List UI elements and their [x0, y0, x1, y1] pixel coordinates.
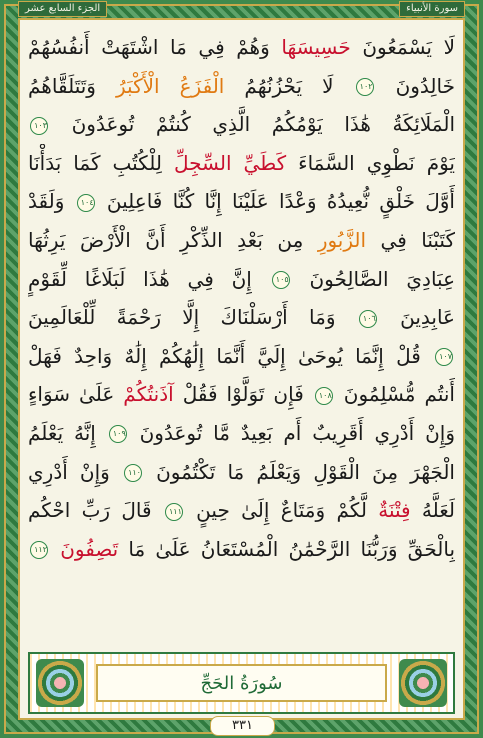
quran-text	[28, 28, 455, 648]
ayah-number-marker: ١٠٢	[356, 78, 374, 96]
text-line	[28, 491, 455, 530]
ayah-number-marker: ١٠٣	[30, 117, 48, 135]
verse-text: يَوْمَ نَطْوِي السَّمَاءَ	[286, 150, 455, 175]
text-line	[28, 337, 455, 376]
verse-text: عِبَادِيَ الصَّالِحُونَ	[291, 266, 455, 291]
verse-text: خَالِدُونَ	[375, 73, 455, 98]
surah-header-label: سورة الأنبياء	[399, 1, 465, 17]
surah-banner	[28, 652, 455, 714]
text-line	[28, 144, 455, 183]
ayah-number-marker: ١٠٤	[77, 194, 95, 212]
verse-text: قُلْ إِنَّمَا يُوحَىٰ إِلَيَّ أَنَّمَا إِلَٰهُكُمْ إِلَٰهٌ وَاحِدٌ فَهَلْ	[28, 343, 433, 368]
text-line	[28, 28, 455, 67]
verse-text: وَإِنْ أَدْرِي أَقَرِيبٌ أَم بَعِيدٌ مَّا تُوعَدُونَ	[128, 420, 455, 445]
text-line	[28, 298, 455, 337]
ayah-number-marker: ١١٢	[30, 541, 48, 559]
text-line	[28, 530, 455, 569]
verse-text: عَلَىٰ سَوَاءٍ	[28, 382, 124, 407]
verse-text	[50, 537, 60, 561]
verse-text: مِن بَعْدِ الذِّكْرِ أَنَّ الْأَرْضَ يَرِثُهَا	[28, 227, 318, 252]
verse-text: لَعَلَّهُ	[410, 498, 455, 523]
verse-text: إِنَّ فِي هَٰذَا لَبَلَاغًا لِّقَوْمٍ	[28, 266, 270, 291]
ayah-number-marker: ١٠٦	[359, 310, 377, 328]
highlighted-word: حَسِيسَهَا	[281, 35, 351, 59]
verse-text: وَمَا أَرْسَلْنَاكَ إِلَّا رَحْمَةً لِّلْعَالَمِينَ	[28, 305, 357, 330]
verse-text: فَإِن تَوَلَّوْا فَقُلْ	[173, 382, 313, 407]
highlighted-word: كَطَيِّ السِّجِلِّ	[173, 150, 287, 175]
verse-text: وَهُمْ فِي مَا اشْتَهَتْ أَنفُسُهُمْ	[28, 35, 282, 59]
ayah-number-marker: ١١٠	[124, 464, 142, 482]
ayah-number-marker: ١٠٩	[109, 425, 127, 443]
ayah-number-marker: ١٠٨	[315, 387, 333, 405]
verse-text: أَنتُم مُّسْلِمُونَ	[334, 382, 455, 407]
text-line	[28, 260, 455, 299]
highlighted-word: الزَّبُورِ	[317, 227, 367, 252]
text-line	[28, 67, 455, 106]
text-line	[28, 105, 455, 144]
text-line	[28, 182, 455, 221]
verse-text: بِالْحَقِّ وَرَبُّنَا الرَّحْمَٰنُ الْمُسْتَعَانُ عَلَىٰ مَا	[118, 536, 455, 561]
highlighted-word: فِتْنَةٌ	[378, 498, 411, 523]
text-line	[28, 375, 455, 414]
verse-text: الْجَهْرَ مِنَ الْقَوْلِ وَيَعْلَمُ مَا تَكْتُمُونَ	[143, 459, 455, 484]
verse-text: قَالَ رَبِّ احْكُم	[28, 498, 163, 523]
ayah-number-marker: ١٠٧	[435, 348, 453, 366]
verse-text: لَا يَسْمَعُونَ	[350, 35, 455, 59]
verse-text: لَا يَحْزُنُهُمُ	[224, 73, 354, 98]
verse-text: وَإِنْ أَدْرِي	[28, 459, 122, 484]
rosette-ornament-icon	[399, 659, 447, 707]
ayah-number-marker: ١١١	[165, 503, 183, 521]
verse-text: وَلَقَدْ	[28, 189, 75, 214]
text-line	[28, 453, 455, 492]
ayah-number-marker: ١٠٥	[272, 271, 290, 289]
text-line	[28, 414, 455, 453]
page-header	[0, 0, 483, 18]
verse-text: أَوَّلَ خَلْقٍ نُّعِيدُهُ وَعْدًا عَلَيْنَا إِنَّا كُنَّا فَاعِلِينَ	[96, 189, 455, 214]
surah-title: سُورَةُ الحَجِّ	[200, 672, 283, 694]
page-number: ٣٣١	[210, 716, 275, 736]
rosette-ornament-icon	[36, 659, 84, 707]
highlighted-word: آذَنتُكُمْ	[123, 382, 174, 407]
highlighted-word: تَصِفُونَ	[60, 536, 119, 561]
verse-text: إِنَّهُ يَعْلَمُ	[28, 420, 107, 445]
verse-text: كَتَبْنَا فِي	[366, 227, 455, 252]
surah-title-frame	[96, 664, 387, 702]
verse-text: لَّكُمْ وَمَتَاعٌ إِلَىٰ حِينٍ	[184, 498, 379, 523]
verse-text: الْمَلَائِكَةُ هَٰذَا يَوْمُكُمُ الَّذِي كُنتُمْ تُوعَدُونَ	[50, 112, 455, 137]
highlighted-word: الْفَزَعُ الْأَكْبَرُ	[116, 73, 225, 98]
juz-label: الجزء السابع عشر	[18, 1, 107, 17]
verse-text: عَابِدِينَ	[378, 305, 455, 330]
text-line	[28, 221, 455, 260]
verse-text: لِلْكُتُبِ كَمَا بَدَأْنَا	[28, 150, 174, 175]
verse-text: وَتَتَلَقَّاهُمُ	[28, 73, 117, 98]
